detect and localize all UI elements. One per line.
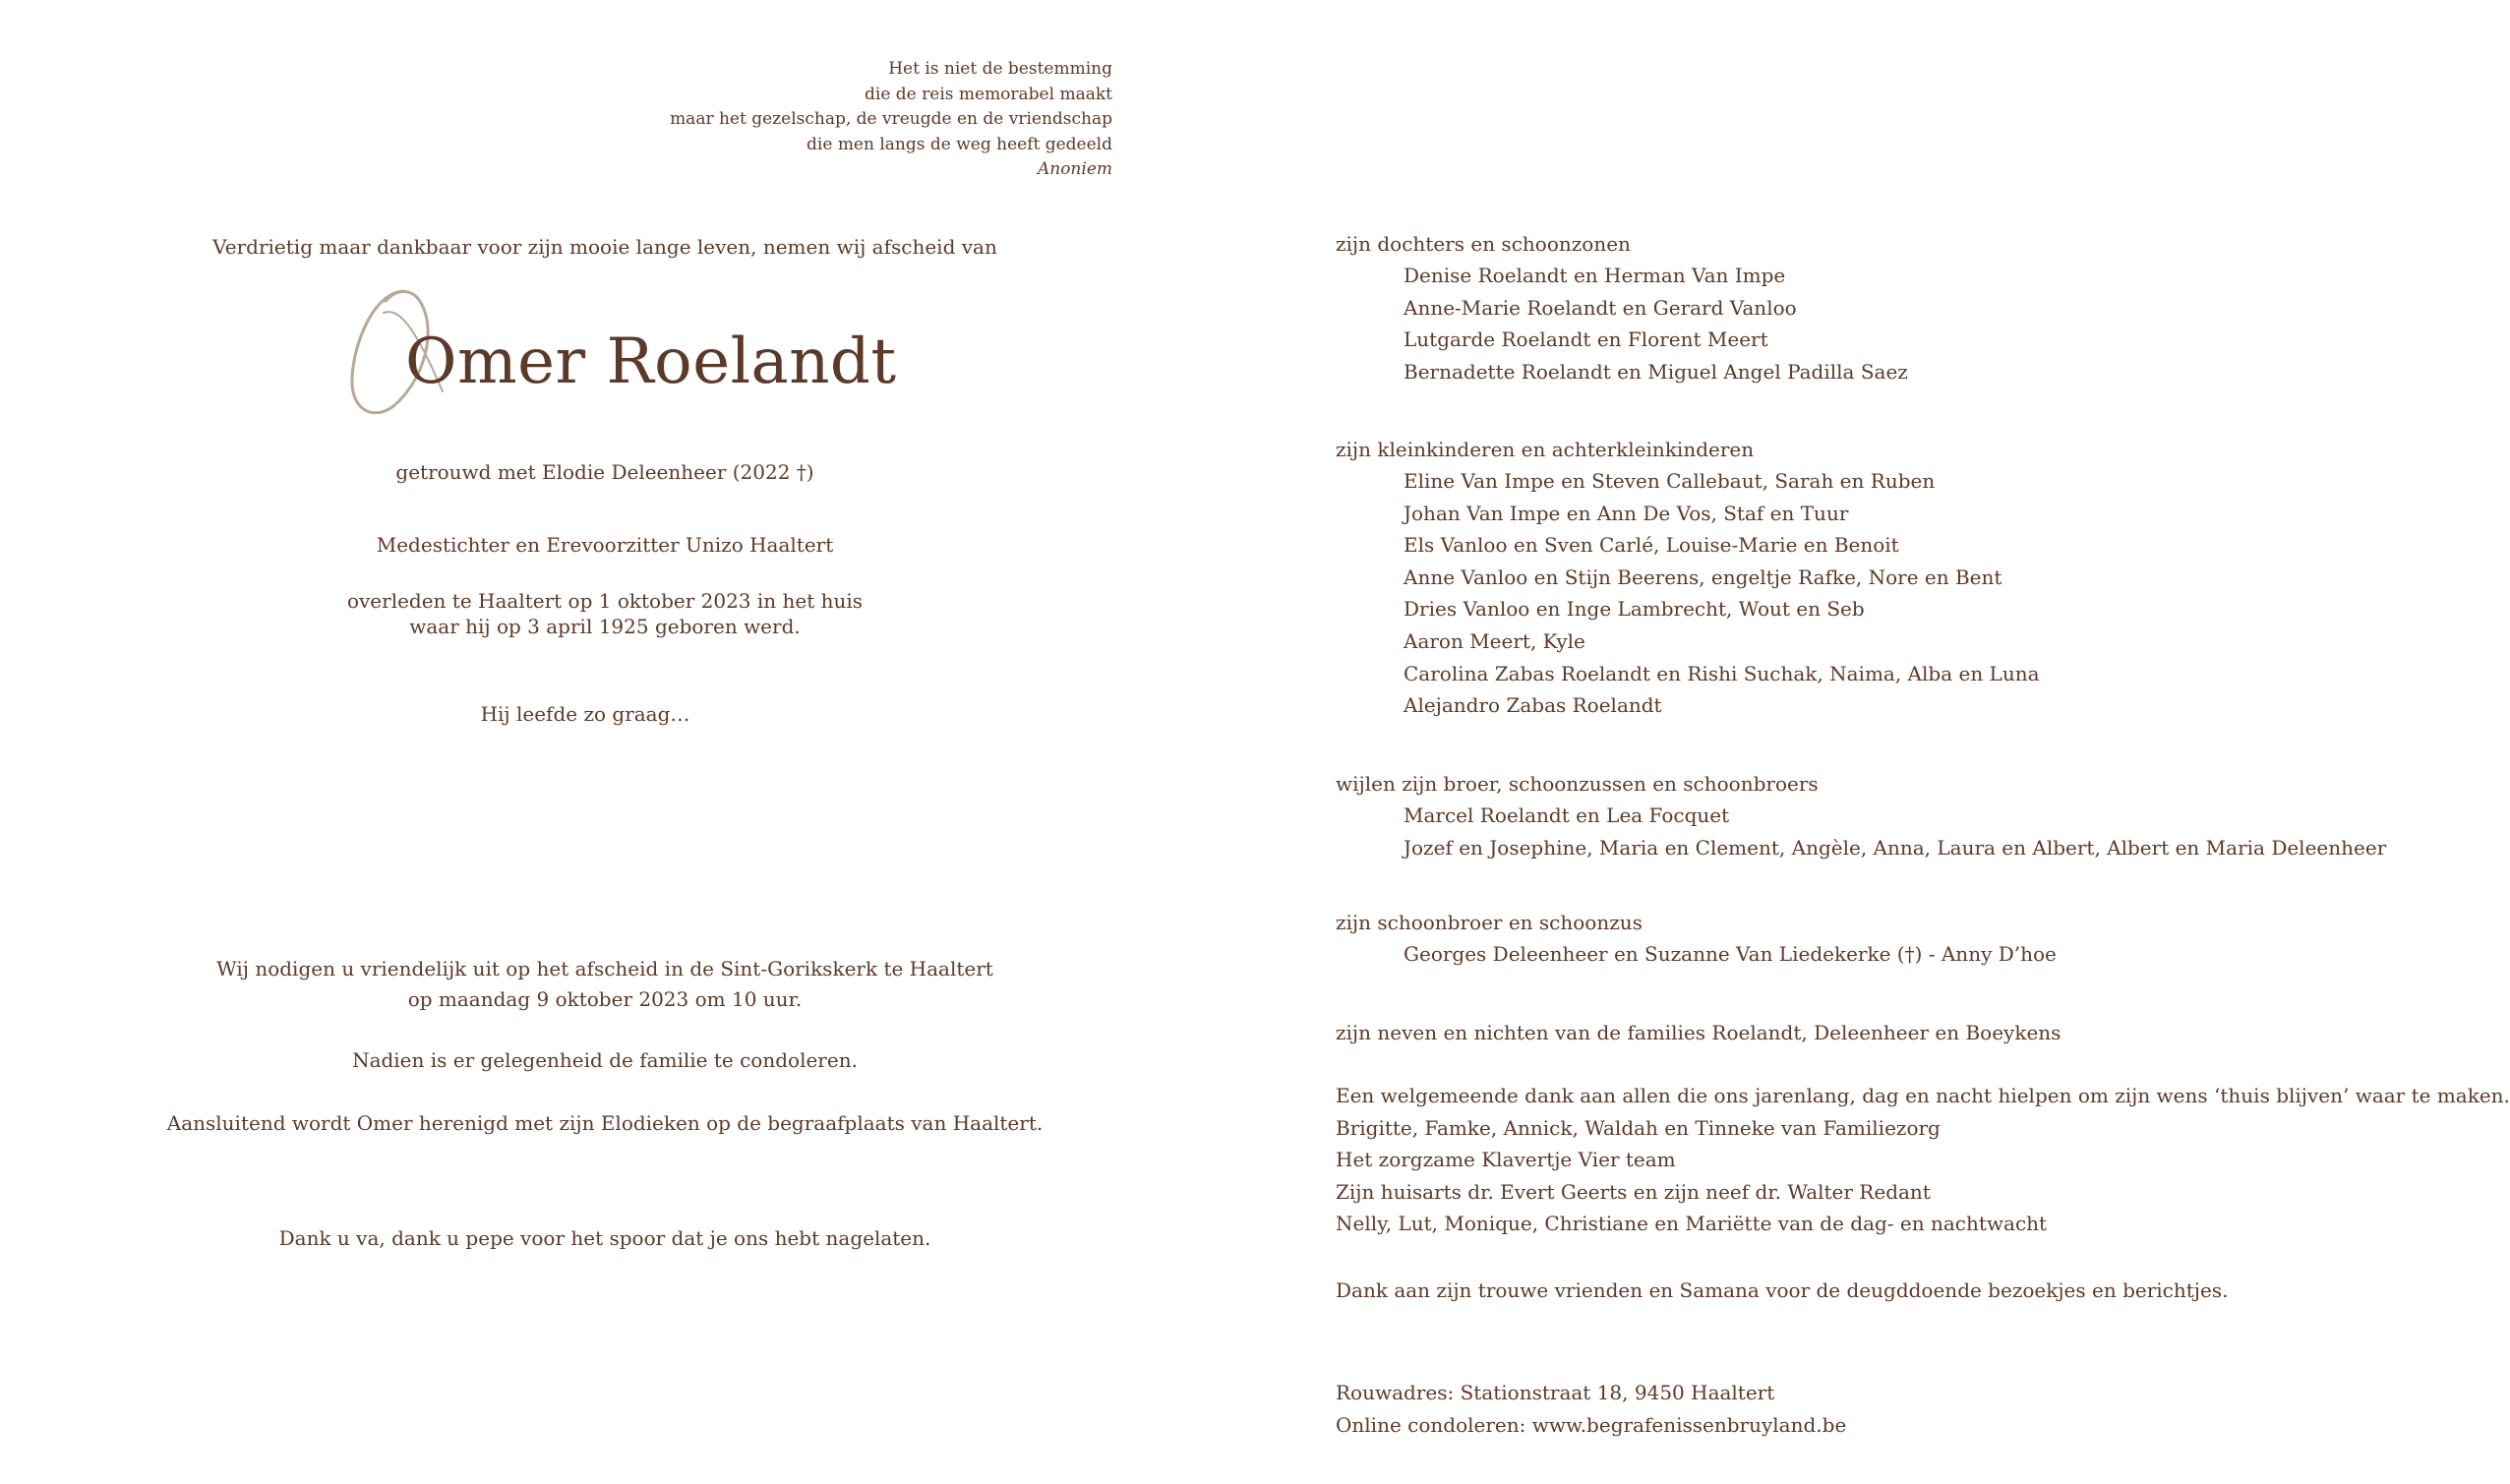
- list-item: Marcel Roelandt en Lea Focquet: [1404, 803, 1730, 827]
- section-header: zijn kleinkinderen en achterkleinkinderen: [1336, 438, 1755, 461]
- list-item: Denise Roelandt en Herman Van Impe: [1404, 264, 1786, 287]
- list-item: Anne Vanloo en Stijn Beerens, engeltje Rafke, Nore en Bent: [1404, 564, 2002, 589]
- poem-line: die men langs de weg heeft gedeeld: [807, 134, 1112, 154]
- cousins-text: zijn neven en nichten van de families Roelandt, Deleenheer en Boeykens: [1336, 1021, 2062, 1044]
- online-condolence-link[interactable]: Online condoleren: www.begrafenissenbruyland.be: [1336, 1412, 1847, 1437]
- thanks-line: Nelly, Lut, Monique, Christiane en Mariëtte van de dag- en nachtwacht: [1336, 1212, 2048, 1236]
- section-header: wijlen zijn broer, schoonzussen en schoonbroers: [1336, 772, 1819, 796]
- list-item: Els Vanloo en Sven Carlé, Louise-Marie en Benoit: [1404, 533, 1899, 558]
- deceased-name: Omer Roelandt: [405, 326, 897, 398]
- list-item: Johan Van Impe en Ann De Vos, Staf en Tuur: [1404, 501, 1849, 525]
- list-item: Eline Van Impe en Steven Callebaut, Sarah en Ruben: [1404, 469, 1936, 493]
- thanks-line: Een welgemeende dank aan allen die ons jarenlang, dag en nacht hielpen om zijn wens ‘thuis blijven’ waar te maken.: [1336, 1084, 2510, 1107]
- condolence-text: Nadien is er gelegenheid de familie te condoleren.: [352, 1048, 858, 1072]
- loved-text: Hij leefde zo graag…: [480, 702, 690, 726]
- section-header: zijn schoonbroer en schoonzus: [1336, 911, 1643, 934]
- friends-text: Dank aan zijn trouwe vrienden en Samana voor de deugddoende bezoekjes en berichtjes.: [1336, 1278, 2229, 1302]
- role-text: Medestichter en Erevoorzitter Unizo Haaltert: [376, 533, 834, 557]
- list-item: Alejandro Zabas Roelandt: [1404, 693, 1662, 718]
- cousins-section: [1336, 1017, 2378, 1049]
- contact-section: [1336, 1377, 2378, 1441]
- list-item: Jozef en Josephine, Maria en Clement, Angèle, Anna, Laura en Albert, Albert en Maria Deleenheer: [1404, 835, 2387, 860]
- list-item: Anne-Marie Roelandt en Gerard Vanloo: [1404, 295, 1797, 320]
- poem: [670, 57, 1112, 183]
- section-header: zijn dochters en schoonzonen: [1336, 232, 1631, 256]
- list-item: Bernadette Roelandt en Miguel Angel Padilla Saez: [1404, 359, 1908, 384]
- daughters-section: [1336, 228, 2378, 387]
- invite-line-2: op maandag 9 oktober 2023 om 10 uur.: [407, 987, 803, 1011]
- list-item: Carolina Zabas Roelandt en Rishi Suchak, Naima, Alba en Luna: [1404, 661, 2040, 685]
- thanks-family-text: Dank u va, dank u pepe voor het spoor dat je ons hebt nagelaten.: [278, 1226, 931, 1250]
- thanks-line: Het zorgzame Klavertje Vier team: [1336, 1148, 1676, 1172]
- poem-line: maar het gezelschap, de vreugde en de vriendschap: [670, 109, 1112, 129]
- siblings-section: [1336, 768, 2387, 863]
- death-line-1: overleden te Haaltert op 1 oktober 2023 in het huis: [346, 589, 864, 613]
- name-block: [0, 283, 1210, 431]
- poem-line: Het is niet de bestemming: [888, 59, 1112, 79]
- burial-text: Aansluitend wordt Omer herenigd met zijn Elodieken op de begraafplaats van Haaltert.: [166, 1111, 1044, 1135]
- thanks-section: [1336, 1080, 2510, 1240]
- thanks-line: Brigitte, Famke, Annick, Waldah en Tinneke van Familiezorg: [1336, 1115, 1941, 1140]
- list-item: Aaron Meert, Kyle: [1404, 628, 1585, 653]
- invite-line-1: Wij nodigen u vriendelijk uit op het afscheid in de Sint-Gorikskerk te Haaltert: [216, 957, 993, 980]
- list-item: Lutgarde Roelandt en Florent Meert: [1404, 327, 1768, 352]
- friends-section: [1336, 1275, 2378, 1307]
- grandchildren-section: [1336, 434, 2378, 722]
- married-text: getrouwd met Elodie Deleenheer (2022 †): [395, 460, 814, 484]
- intro-text: Verdrietig maar dankbaar voor zijn mooie lange leven, nemen wij afscheid van: [212, 235, 997, 259]
- thanks-line: Zijn huisarts dr. Evert Geerts en zijn neef dr. Walter Redant: [1336, 1179, 1931, 1204]
- address-text: Rouwadres: Stationstraat 18, 9450 Haaltert: [1336, 1381, 1775, 1404]
- list-item: Dries Vanloo en Inge Lambrecht, Wout en Seb: [1404, 597, 1865, 622]
- death-line-2: waar hij op 3 april 1925 geboren werd.: [409, 615, 801, 638]
- poem-line: die de reis memorabel maakt: [865, 84, 1112, 104]
- poem-author: Anoniem: [1037, 159, 1112, 179]
- in-laws-section: [1336, 907, 2378, 971]
- list-item: Georges Deleenheer en Suzanne Van Liedekerke (†) - Anny D’hoe: [1404, 942, 2057, 966]
